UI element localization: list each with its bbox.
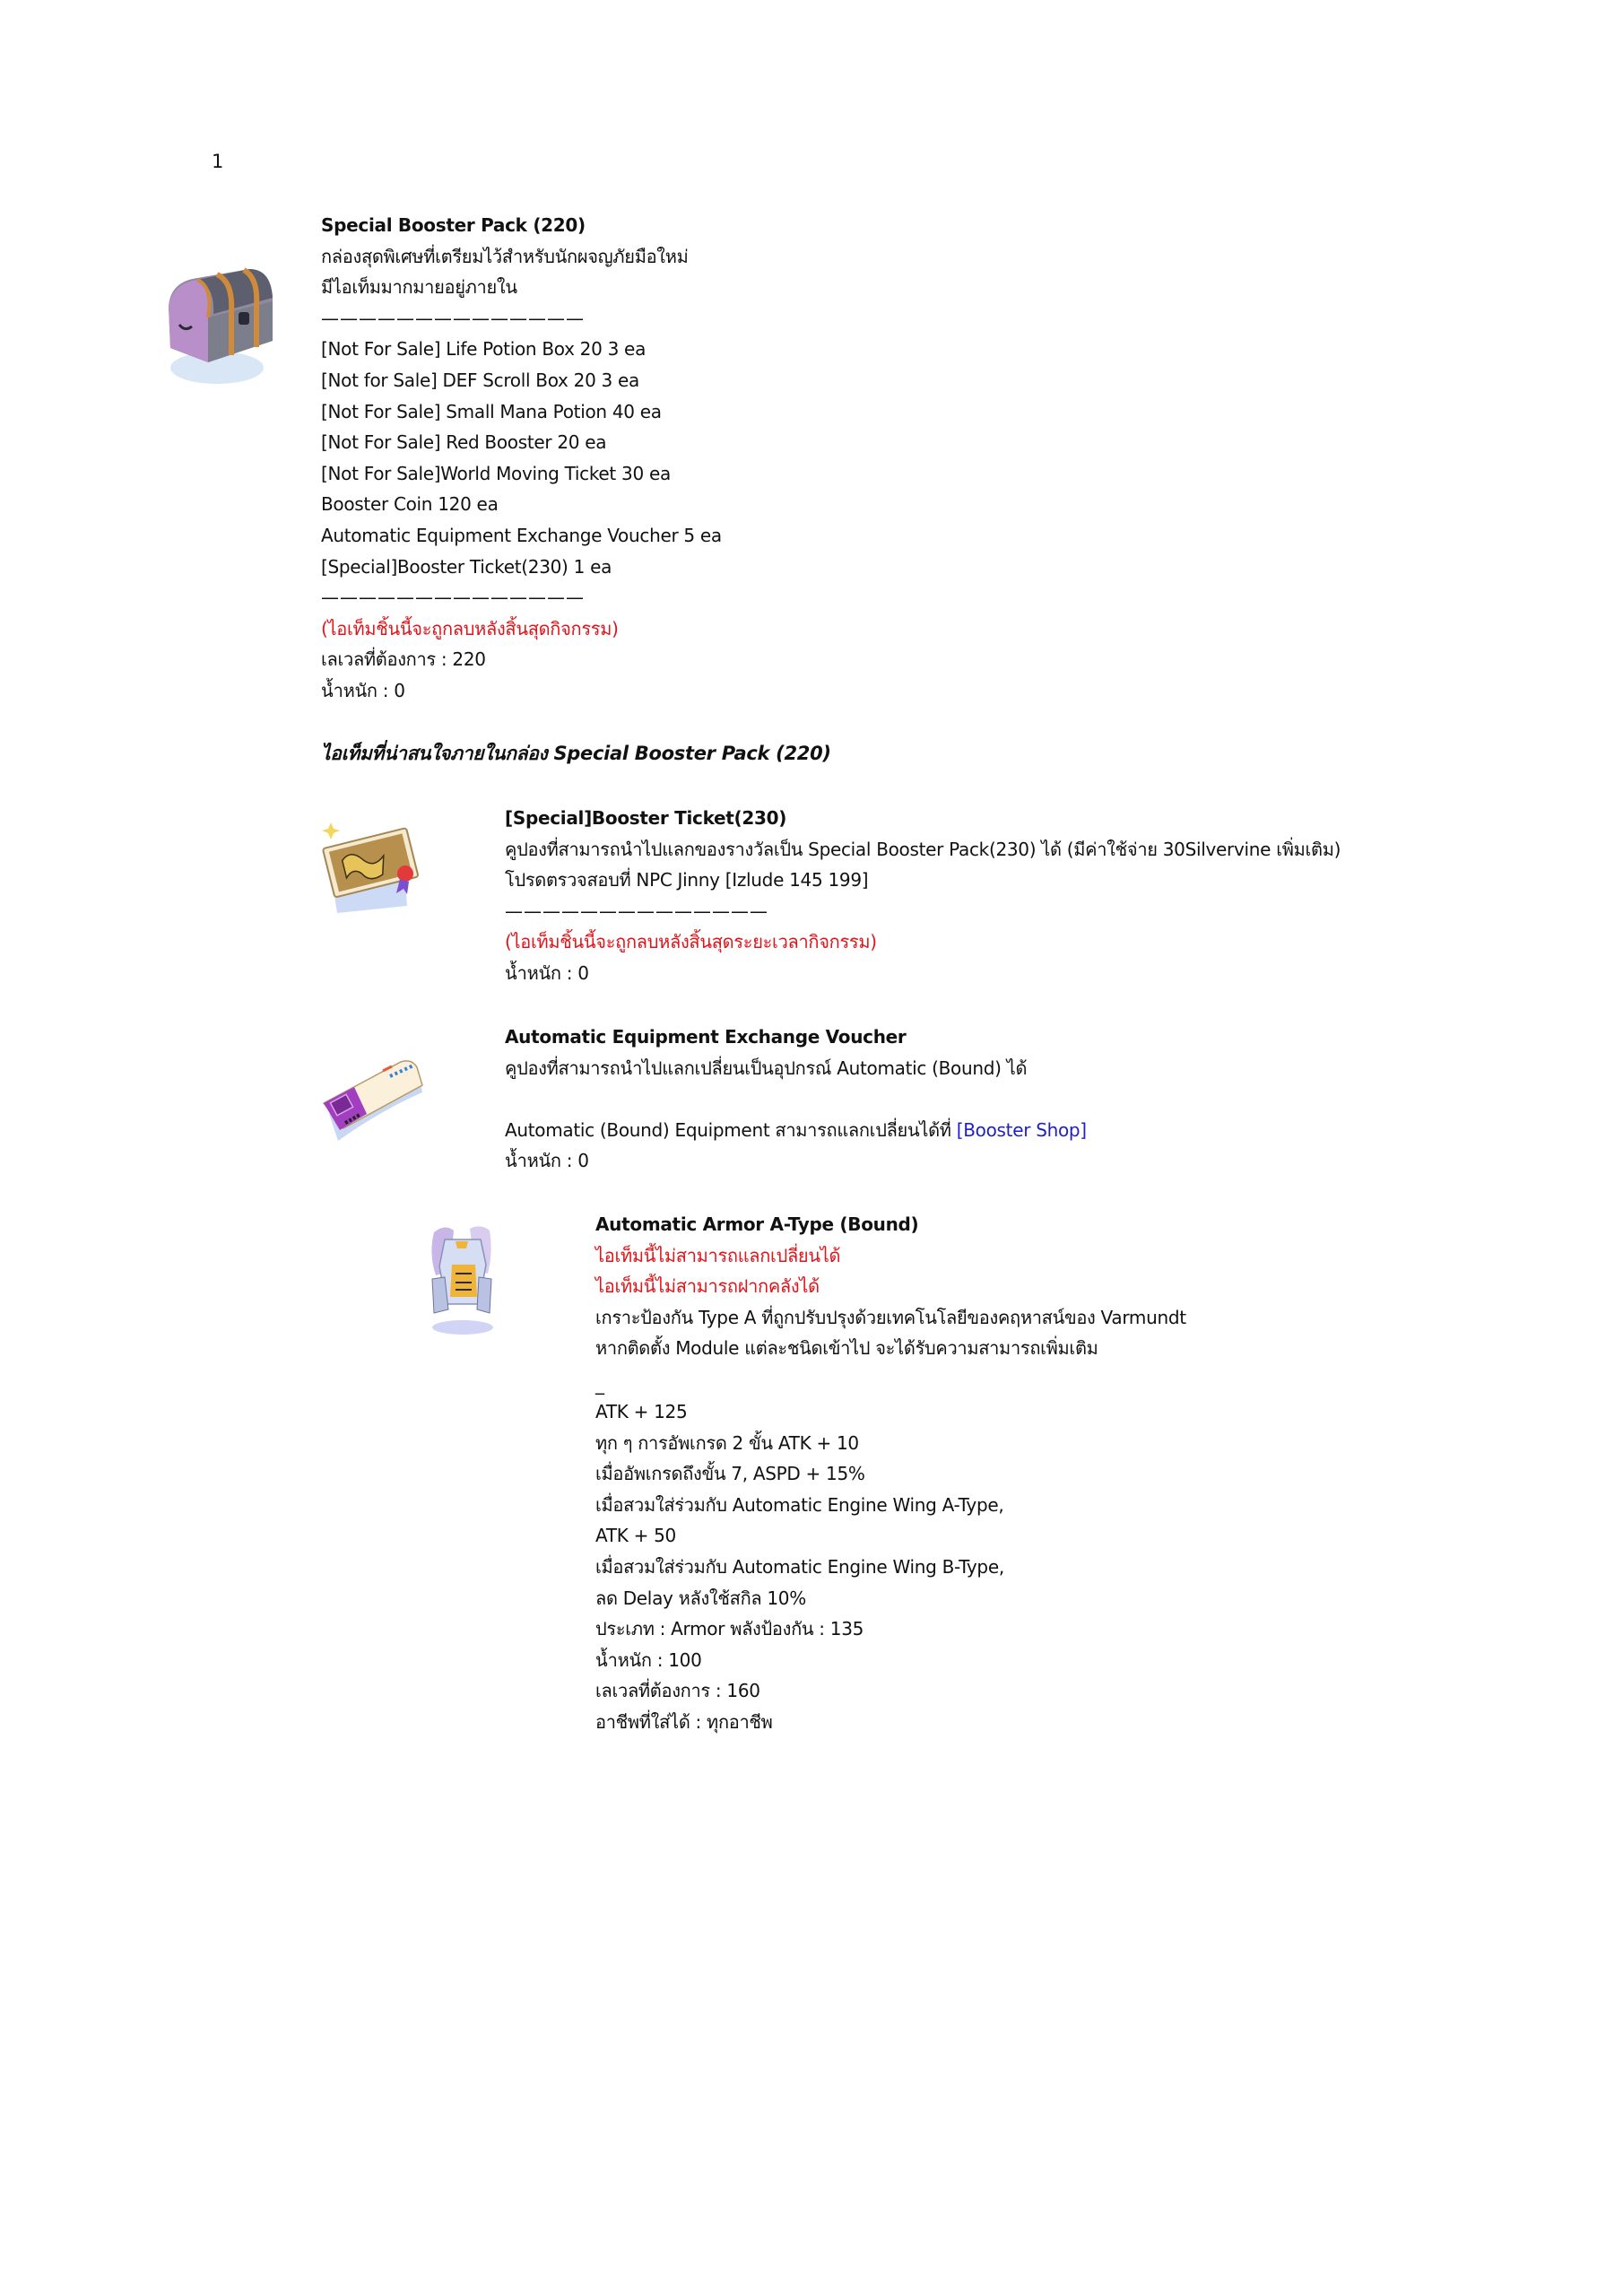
divider: —————————————— bbox=[321, 587, 585, 609]
armor-stat: เมื่อสวมใส่ร่วมกับ Automatic Engine Wing B-Type, bbox=[595, 1555, 1004, 1578]
item-weight: น้ำหนัก : 0 bbox=[321, 679, 405, 701]
item-weight: น้ำหนัก : 100 bbox=[595, 1648, 702, 1671]
pack-content-item: [Not for Sale] DEF Scroll Box 20 3 ea bbox=[321, 369, 639, 391]
booster-ticket-block bbox=[505, 803, 1341, 989]
armor-stat: เมื่อสวมใส่ร่วมกับ Automatic Engine Wing A-Type, bbox=[595, 1493, 1004, 1516]
divider: —————————————— bbox=[505, 900, 768, 922]
page-number: 1 bbox=[212, 151, 224, 172]
certificate-ticket-icon bbox=[316, 818, 428, 918]
ticket-desc-line: โปรดตรวจสอบที่ NPC Jinny [Izlude 145 199] bbox=[505, 869, 869, 891]
armor-stat: ลด Delay หลังใช้สกิล 10% bbox=[595, 1587, 806, 1609]
separator: _ bbox=[595, 1372, 604, 1395]
ticket-title: [Special]Booster Ticket(230) bbox=[505, 807, 787, 829]
exchange-voucher-icon bbox=[318, 1048, 428, 1148]
booster-shop-link[interactable]: [Booster Shop] bbox=[956, 1118, 1087, 1141]
pack-content-item: [Not For Sale]World Moving Ticket 30 ea bbox=[321, 462, 671, 484]
pack-content-item: Booster Coin 120 ea bbox=[321, 493, 499, 516]
item-weight: น้ำหนัก : 0 bbox=[505, 961, 589, 984]
pack-desc-line: กล่องสุดพิเศษที่เตรียมไว้สำหรับนักผจญภัยมือใหม่ bbox=[321, 245, 689, 267]
event-warning: (ไอเท็มชิ้นนี้จะถูกลบหลังสิ้นสุดระยะเวลากิจกรรม) bbox=[505, 931, 877, 953]
armor-stat: ATK + 125 bbox=[595, 1400, 688, 1422]
voucher-exchange-line bbox=[505, 1115, 1087, 1146]
section-heading bbox=[321, 739, 831, 769]
required-level: เลเวลที่ต้องการ : 220 bbox=[321, 648, 486, 671]
armor-stat: ATK + 50 bbox=[595, 1525, 676, 1547]
pack-title: Special Booster Pack (220) bbox=[321, 214, 586, 236]
armor-icon bbox=[425, 1222, 499, 1338]
special-booster-pack-block bbox=[321, 210, 722, 707]
pack-desc-line: มีไอเท็มมากมายอยู่ภายใน bbox=[321, 276, 517, 299]
pack-content-item: Automatic Equipment Exchange Voucher 5 ea bbox=[321, 524, 722, 546]
pack-content-item: [Not For Sale] Red Booster 20 ea bbox=[321, 431, 607, 454]
voucher-exchange-text: Automatic (Bound) Equipment สามารถแลกเปลี่ยนได้ที่ bbox=[505, 1118, 957, 1141]
pack-content-item: [Not For Sale] Small Mana Potion 40 ea bbox=[321, 400, 662, 422]
armor-type-defense: ประเภท : Armor พลังป้องกัน : 135 bbox=[595, 1618, 864, 1640]
section-heading-thai: ไอเท็มที่น่าสนใจภายในกล่อง bbox=[321, 743, 548, 764]
voucher-desc-line: คูปองที่สามารถนำไปแลกเปลี่ยนเป็นอุปกรณ์ Automatic (Bound) ได้ bbox=[505, 1057, 1028, 1079]
item-weight: น้ำหนัก : 0 bbox=[505, 1150, 589, 1172]
armor-desc-line: หากติดตั้ง Module แต่ละชนิดเข้าไป จะได้รับความสามารถเพิ่มเติม bbox=[595, 1337, 1098, 1360]
automatic-armor-block bbox=[595, 1209, 1186, 1738]
exchange-voucher-block bbox=[505, 1022, 1087, 1177]
section-heading-english: Special Booster Pack (220) bbox=[553, 743, 831, 764]
armor-stat: ทุก ๆ การอัพเกรด 2 ขั้น ATK + 10 bbox=[595, 1431, 859, 1454]
ticket-desc-line: คูปองที่สามารถนำไปแลกของรางวัลเป็น Special Booster Pack(230) ได้ (มีค่าใช้จ่าย 30Silvervine เพิ่มเติม) bbox=[505, 838, 1341, 860]
voucher-title: Automatic Equipment Exchange Voucher bbox=[505, 1026, 907, 1048]
storage-restriction: ไอเท็มนี้ไม่สามารถฝากคลังได้ bbox=[595, 1275, 820, 1298]
trade-restriction: ไอเท็มนี้ไม่สามารถแลกเปลี่ยนได้ bbox=[595, 1244, 841, 1266]
treasure-chest-icon bbox=[161, 262, 278, 392]
equippable-jobs: อาชีพที่ใส่ได้ : ทุกอาชีพ bbox=[595, 1710, 773, 1733]
required-level: เลเวลที่ต้องการ : 160 bbox=[595, 1680, 760, 1702]
armor-stat: เมื่ออัพเกรดถึงขั้น 7, ASPD + 15% bbox=[595, 1463, 865, 1485]
event-warning: (ไอเท็มชิ้นนี้จะถูกลบหลังสิ้นสุดกิจกรรม) bbox=[321, 617, 619, 639]
blank-line bbox=[505, 1083, 1087, 1115]
armor-title: Automatic Armor A-Type (Bound) bbox=[595, 1213, 919, 1235]
divider: —————————————— bbox=[321, 307, 585, 329]
pack-content-item: [Special]Booster Ticket(230) 1 ea bbox=[321, 555, 612, 578]
armor-desc-line: เกราะป้องกัน Type A ที่ถูกปรับปรุงด้วยเทคโนโลยีของคฤหาสน์ของ Varmundt bbox=[595, 1306, 1186, 1328]
pack-content-item: [Not For Sale] Life Potion Box 20 3 ea bbox=[321, 338, 647, 361]
